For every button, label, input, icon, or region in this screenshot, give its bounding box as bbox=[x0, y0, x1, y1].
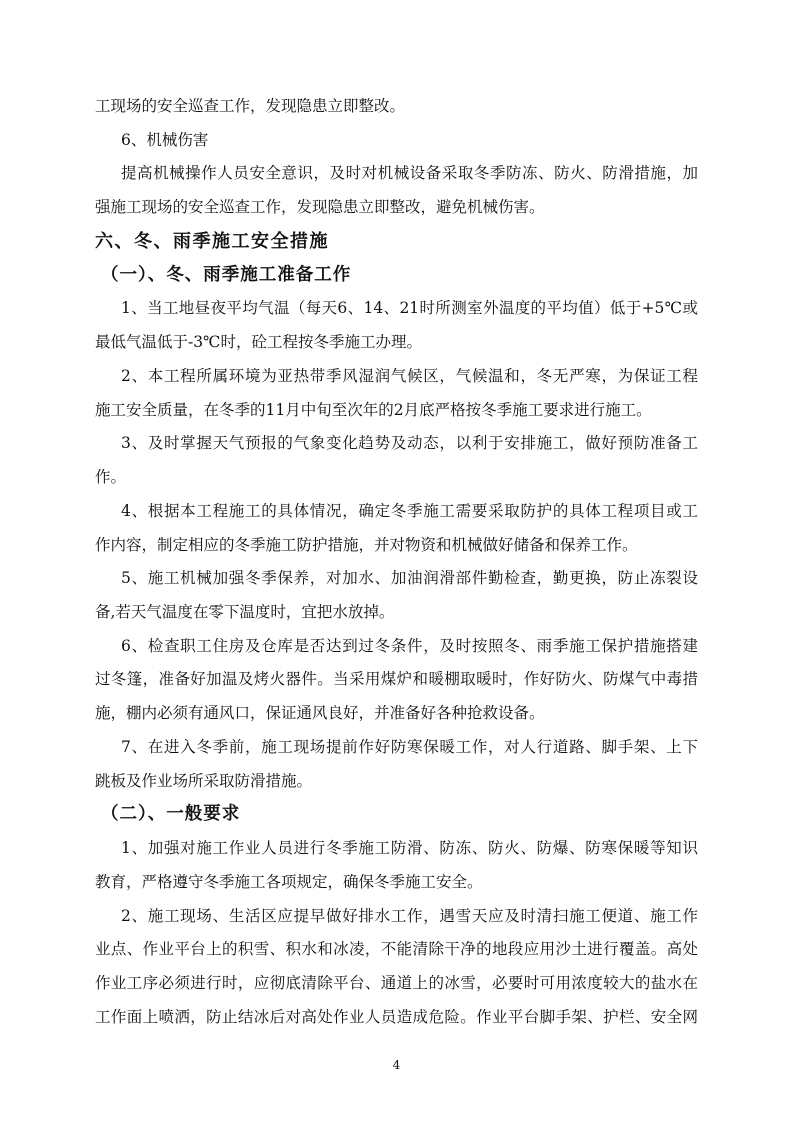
text-line: 工现场的安全巡查工作，发现隐患立即整改。 bbox=[95, 97, 406, 115]
text-line: 4、根据本工程施工的具体情况，确定冬季施工需要采取防护的具体工程项目或工 bbox=[121, 501, 698, 520]
text-line: 作。 bbox=[95, 468, 127, 487]
text-line: 5、施工机械加强冬季保养，对加水、加油润滑部件勤检查，勤更换，防止冻裂设 bbox=[121, 569, 698, 588]
text-line: 备,若天气温度在零下温度时，宜把水放掉。 bbox=[95, 603, 395, 622]
text-line: 工作面上喷洒，防止结冰后对高处作业人员造成危险。作业平台脚手架、护栏、安全网 bbox=[95, 1007, 698, 1026]
text-line: 施，棚内必须有通风口，保证通风良好，并准备好各种抢救设备。 bbox=[95, 704, 545, 723]
text-line: 作业工序必须进行时，应彻底清除平台、通道上的冰雪，必要时可用浓度较大的盐水在 bbox=[95, 974, 698, 993]
text-line: 最低气温低于-3℃时，砼工程按冬季施工办理。 bbox=[95, 333, 422, 352]
section-heading: （一）、冬、雨季施工准备工作 bbox=[101, 264, 352, 285]
text-line: 6、检查职工住房及仓库是否达到过冬条件，及时按照冬、雨季施工保护措施搭建 bbox=[121, 636, 698, 655]
document-body bbox=[95, 90, 698, 1035]
text-line: 跳板及作业场所采取防滑措施。 bbox=[95, 771, 313, 790]
section-heading: （二）、一般要求 bbox=[101, 804, 241, 825]
text-line: 施工安全质量，在冬季的11月中旬至次年的2月底严格按冬季施工要求进行施工。 bbox=[95, 400, 652, 419]
text-line: 2、本工程所属环境为亚热带季风湿润气候区，气候温和，冬无严寒，为保证工程 bbox=[121, 366, 698, 385]
text-line: 强施工现场的安全巡查工作，发现隐患立即整改，避免机械伤害。 bbox=[95, 198, 545, 217]
text-line: 提高机械操作人员安全意识，及时对机械设备采取冬季防冻、防火、防滑措施，加 bbox=[121, 164, 698, 183]
section-heading: 六、冬、雨季施工安全措施 bbox=[95, 230, 329, 252]
text-line: 过冬篷，准备好加温及烤火器件。当采用煤炉和暖棚取暖时，作好防火、防煤气中毒措 bbox=[95, 670, 698, 689]
text-line: 1、当工地昼夜平均气温（每天6、14、21时所测室外温度的平均值）低于+5℃或 bbox=[121, 299, 698, 318]
text-line: 6、机械伤害 bbox=[121, 130, 209, 149]
text-line: 7、在进入冬季前，施工现场提前作好防寒保暖工作，对人行道路、脚手架、上下 bbox=[121, 737, 698, 756]
text-line: 作内容，制定相应的冬季施工防护措施，并对物资和机械做好储备和保养工作。 bbox=[95, 535, 638, 554]
page-number: 4 bbox=[392, 1058, 401, 1072]
text-line: 1、加强对施工作业人员进行冬季施工防滑、防冻、防火、防爆、防寒保暖等知识 bbox=[121, 839, 698, 858]
text-line: 2、施工现场、生活区应提早做好排水工作，遇雪天应及时清扫施工便道、施工作 bbox=[121, 906, 698, 925]
text-line: 3、及时掌握天气预报的气象变化趋势及动态，以利于安排施工，做好预防准备工 bbox=[121, 434, 698, 453]
text-line: 业点、作业平台上的积雪、积水和冰凌，不能清除干净的地段应用沙土进行覆盖。高处 bbox=[95, 940, 698, 959]
text-line: 教育，严格遵守冬季施工各项规定，确保冬季施工安全。 bbox=[95, 872, 483, 891]
